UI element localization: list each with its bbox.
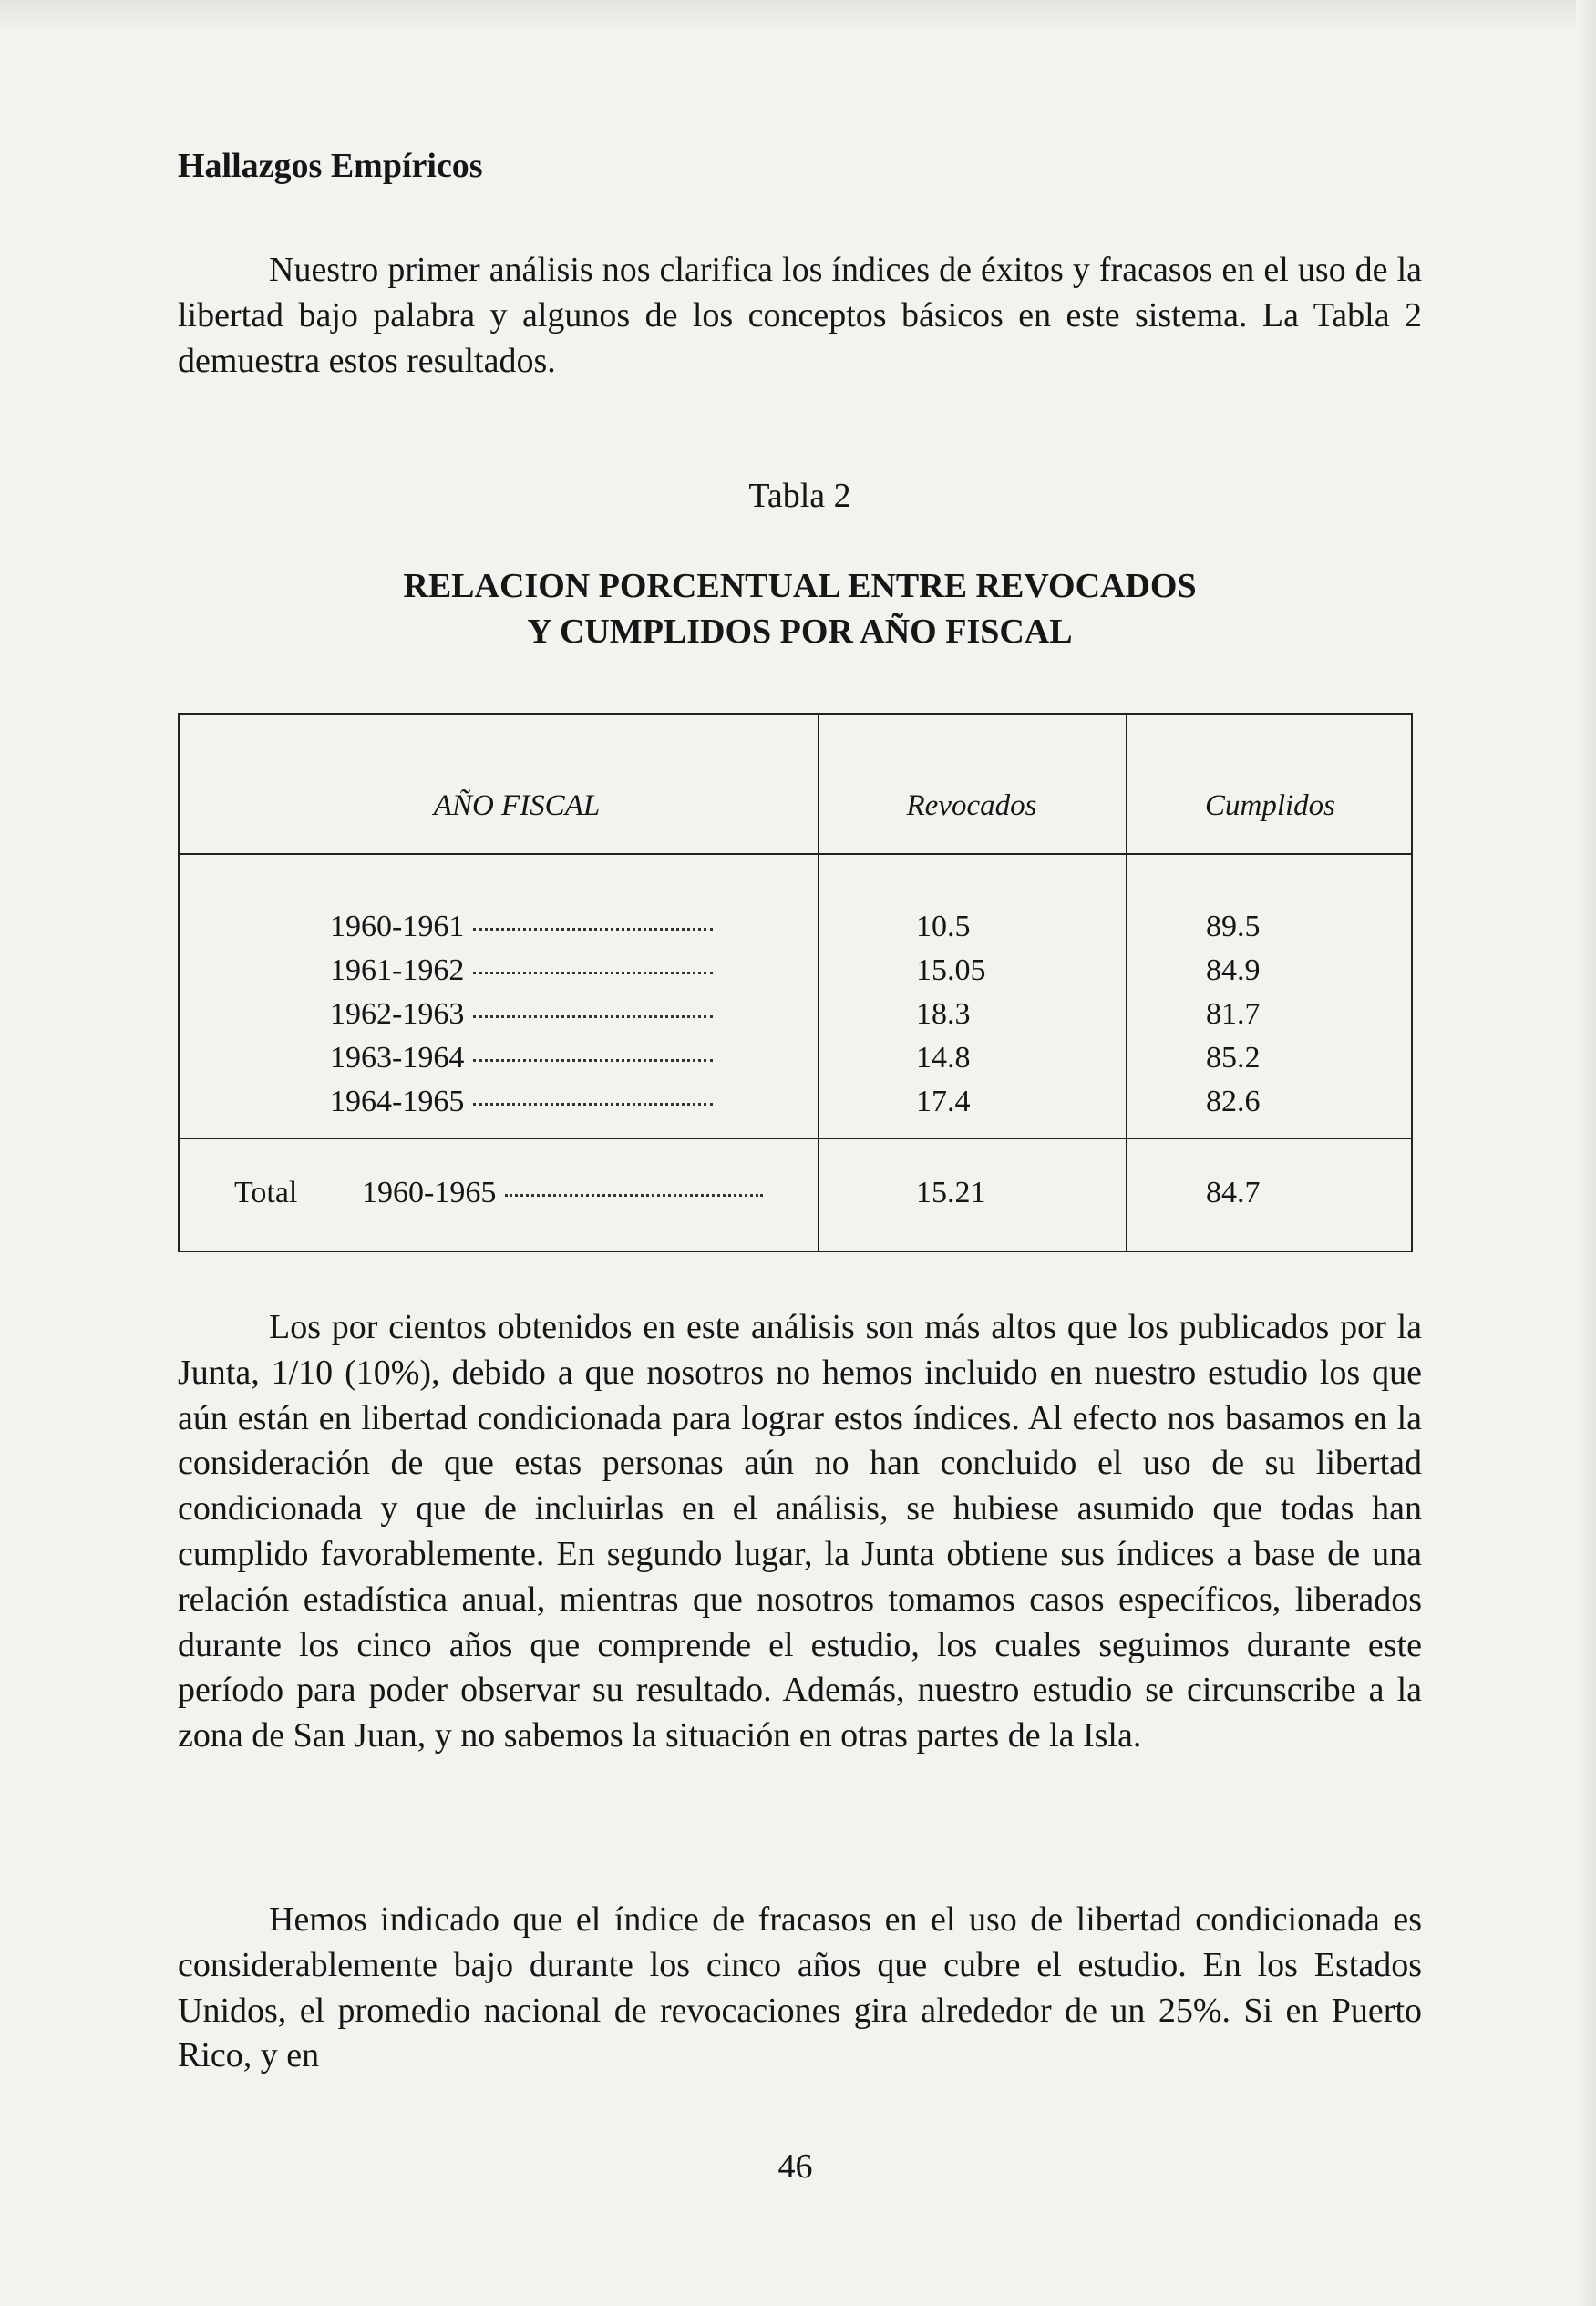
- page-top-edge: [0, 0, 1596, 31]
- dot-leader: [473, 1103, 713, 1106]
- table-label: Tabla 2: [748, 477, 851, 515]
- year-value: 1963-1964: [330, 1041, 465, 1075]
- section-heading: Hallazgos Empíricos: [178, 147, 483, 185]
- revocados-value: 17.4: [916, 1085, 971, 1118]
- revocados-value: 15.05: [916, 953, 986, 987]
- cumplidos-value: 81.7: [1206, 997, 1261, 1031]
- cumplidos-value: 85.2: [1206, 1041, 1261, 1075]
- year-value: 1961-1962: [330, 953, 465, 987]
- table-row-year: [330, 1041, 713, 1076]
- dot-leader: [473, 1015, 713, 1018]
- revocados-value: 14.8: [916, 1041, 971, 1075]
- page-number: 46: [777, 2147, 813, 2186]
- cumplidos-value: 82.6: [1206, 1085, 1261, 1118]
- paragraph-comparison: Hemos indicado que el índice de fracasos en el uso de libertad condicionada es considerablemente bajo durante los cinco años que cubre el estudio. En los Estados Unidos, el promedio nacional de revocaciones gira alrededor de un 25%. Si en Puerto Rico, y en: [178, 1900, 1422, 2075]
- total-revocados-value: 15.21: [916, 1176, 986, 1210]
- dot-leader: [473, 928, 713, 931]
- paragraph-intro: Nuestro primer análisis nos clarifica los índices de éxitos y fracasos en el uso de la libertad bajo palabra y algunos de los conceptos básicos en este sistema. La Tabla 2 demuestra estos resultados.: [178, 251, 1422, 380]
- table-row-year: [330, 910, 713, 944]
- table-title-line-2: Y CUMPLIDOS POR AÑO FISCAL: [527, 613, 1073, 651]
- table-row-year: [330, 997, 713, 1032]
- dot-leader: [473, 972, 713, 974]
- cumplidos-value: 84.9: [1206, 953, 1261, 987]
- year-value: 1960-1961: [330, 910, 465, 943]
- column-header-year: AÑO FISCAL: [433, 789, 601, 822]
- year-value: 1960-1965: [362, 1176, 497, 1210]
- table-row-year: [330, 953, 713, 988]
- table-header-divider: [180, 853, 1411, 855]
- total-row-year: [362, 1176, 763, 1210]
- paragraph-analysis: Los por cientos obtenidos en este análisis son más altos que los publicados por la Junta, 1/10 (10%), debido a que nosotros no hemos incluido en nuestro estudio los que aún están en libertad condicionada para lograr estos índices. Al efecto nos basamos en la consideración de que estas personas aún no han concluido el uso de su libertad condicionada y que de incluirlas en el análisis, se hubiese asumido que todas han cumplido favorablemente. En segundo lugar, la Junta obtiene sus índices a base de una relación estadística anual, mientras que nosotros tomamos casos específicos, liberados durante los cinco años que comprende el estudio, los cuales seguimos durante este período para poder observar su resultado. Además, nuestro estudio se circunscribe a la zona de San Juan, y no sabemos la situación en otras partes de la Isla.: [178, 1308, 1422, 1755]
- revocados-value: 18.3: [916, 997, 971, 1031]
- data-table: [178, 713, 1413, 1252]
- table-row-year: [330, 1085, 713, 1119]
- dot-leader: [505, 1194, 763, 1197]
- table-title: [178, 563, 1422, 654]
- column-header-revocados: Revocados: [906, 789, 1037, 822]
- page-right-edge: [1576, 0, 1596, 2306]
- table-title-line-1: RELACION PORCENTUAL ENTRE REVOCADOS: [403, 567, 1197, 605]
- table-total-divider: [180, 1138, 1411, 1139]
- total-label: Total: [234, 1176, 298, 1210]
- revocados-value: 10.5: [916, 910, 971, 943]
- column-header-cumplidos: Cumplidos: [1204, 789, 1336, 822]
- cumplidos-value: 89.5: [1206, 910, 1261, 943]
- total-cumplidos-value: 84.7: [1206, 1176, 1261, 1210]
- dot-leader: [473, 1059, 713, 1062]
- year-value: 1964-1965: [330, 1085, 465, 1118]
- year-value: 1962-1963: [330, 997, 465, 1031]
